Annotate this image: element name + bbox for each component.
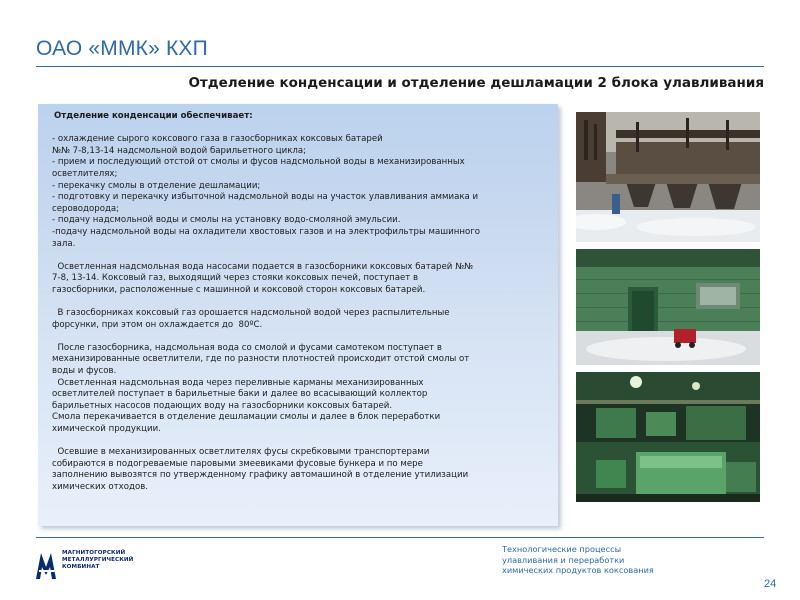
photo-pump-room (576, 372, 760, 502)
photo-green-building (576, 249, 760, 365)
footer-description (502, 544, 742, 576)
description-heading: Отделение конденсации обеспечивает: (54, 111, 253, 121)
logo-line-2: МЕТАЛЛУРГИЧЕСКИЙ (62, 557, 134, 563)
header-divider (36, 66, 764, 67)
logo-line-1: МАГНИТОГОРСКИЙ (62, 550, 126, 556)
description-body: - охлаждение сырого коксового газа в газосборниках коксовых батарей №№ 7-8,13-14 надсмольной водой барильетного цикла; - прием и последующий отстой от смолы и фусов надсмольной воды в механизированных осветлителях; - перекачку смолы в отделение дешламации; - подготовку и перекачку избыточной надсмольной воды на участок улавливания аммиака и сероводорода; - подачу надсмольной воды и смолы на установку водо-смоляной эмульсии. -подачу надсмольной воды на охладители хвостовых газов и на электрофильтры машинного зала. Осветленная надсмольная вода насосами подается в газосборники коксовых батарей №№ 7-8, 13-14. Коксовый газ, выходящий через стояки коксовых печей, поступает в газосборники, расположенные с машинной и коксовой сторон коксовых батарей. В газосборниках коксовый газ орошается надсмольной водой через распылительные форсунки, при этом он охлаждается до 80ºС. После газосборника, надсмольная вода со смолой и фусами самотеком поступает в механизированные осветлители, где по разности плотностей происходит отстой смолы от воды и фусов. Осветленная надсмольная вода через переливные карманы механизированных осветлителей поступает в барильетные баки и далее во всасывающий коллектор барильетных насосов подающих воду на газосборники коксовых батарей. Смола перекачивается в отделение дешламации смолы и далее в блок переработки химической продукции. Осевшие в механизированных осветлителях фусы скребковыми транспортерами собираются в подогреваемые паровыми змеевиками фусовые бункера и по мере заполнению вывозятся по утвержденному графику автомашиной в отделение утилизации химических отходов. (52, 134, 480, 492)
footer-line-3: химических продуктов коксования (502, 565, 654, 576)
footer-line-2: улавливания и переработки (502, 554, 625, 565)
logo-line-3: КОМБИНАТ (62, 564, 100, 570)
logo-wordmark (62, 550, 133, 571)
page-number: 24 (764, 578, 777, 590)
description-panel (38, 104, 558, 526)
slide-subtitle: Отделение конденсации и отделение дешламации 2 блока улавливания (188, 75, 764, 91)
footer-divider (36, 537, 764, 538)
company-title: ОАО «ММК» КХП (36, 37, 208, 60)
footer-line-1: Технологические процессы (502, 544, 622, 554)
description-text (52, 111, 550, 494)
photo-plant-exterior (576, 112, 760, 242)
